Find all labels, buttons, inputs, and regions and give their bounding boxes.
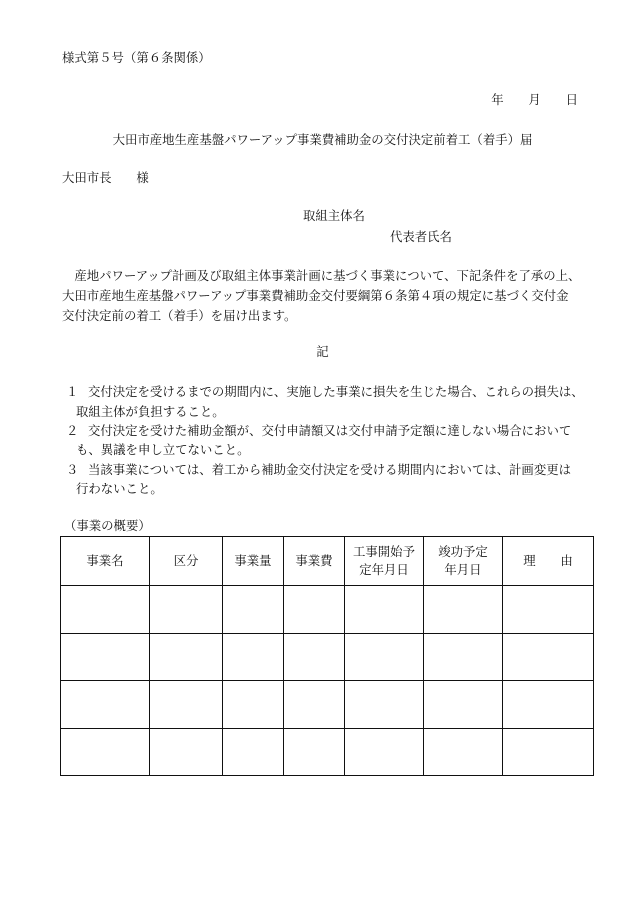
table-row: [61, 681, 594, 729]
overview-label: （事業の概要）: [64, 518, 151, 533]
cell-volume: [223, 633, 284, 681]
cell-project-name: [61, 728, 150, 776]
table-body: [61, 586, 594, 776]
cell-cost: [284, 586, 345, 634]
applicant-org-label: 取組主体名: [303, 208, 365, 223]
date-line: 年 月 日: [491, 92, 578, 107]
ki-heading: 記: [316, 344, 329, 359]
cell-completion-date: [424, 586, 503, 634]
cell-category: [150, 586, 223, 634]
cell-reason: [503, 586, 594, 634]
conditions-list: [66, 382, 584, 498]
cell-reason: [503, 681, 594, 729]
condition-text: 交付決定を受けた補助金額が、交付申請額又は交付申請予定額に達しない場合において: [88, 423, 572, 439]
cell-category: [150, 728, 223, 776]
applicant-representative-label: 代表者氏名: [390, 229, 452, 244]
condition-text-continuation: 取組主体が負担すること。: [76, 403, 225, 419]
document-title: 大田市産地生産基盤パワーアップ事業費補助金の交付決定前着工（着手）届: [112, 132, 533, 147]
cell-reason: [503, 633, 594, 681]
addressee: 大田市長 様: [62, 170, 149, 185]
cell-reason: [503, 728, 594, 776]
cell-completion-date: [424, 728, 503, 776]
table-header-row: [61, 537, 594, 586]
header-volume: 事業量: [223, 537, 284, 586]
header-cost: 事業費: [284, 537, 345, 586]
cell-start-date: [345, 728, 424, 776]
table-row: [61, 586, 594, 634]
header-start-date: 工事開始予 定年月日: [345, 537, 424, 586]
condition-text: 交付決定を受けるまでの期間内に、実施した事業に損失を生じた場合、これらの損失は、: [88, 384, 584, 400]
cell-volume: [223, 586, 284, 634]
table-row: [61, 633, 594, 681]
cell-start-date: [345, 586, 424, 634]
condition-item: [66, 421, 584, 460]
cell-volume: [223, 681, 284, 729]
body-paragraph: [62, 266, 580, 326]
header-category: 区分: [150, 537, 223, 586]
cell-category: [150, 633, 223, 681]
cell-start-date: [345, 633, 424, 681]
cell-completion-date: [424, 681, 503, 729]
cell-volume: [223, 728, 284, 776]
condition-number: ２: [66, 423, 79, 439]
condition-item: [66, 382, 584, 421]
cell-start-date: [345, 681, 424, 729]
condition-text-continuation: 行わないこと。: [76, 481, 163, 497]
condition-number: １: [66, 384, 79, 400]
condition-text: 当該事業については、着工から補助金交付決定を受ける期間内においては、計画変更は: [88, 461, 571, 477]
cell-category: [150, 681, 223, 729]
condition-number: ３: [66, 461, 79, 477]
body-line: 大田市産地生産基盤パワーアップ事業費補助金交付要綱第６条第４項の規定に基づく交付金: [62, 288, 569, 303]
body-line: 産地パワーアップ計画及び取組主体事業計画に基づく事業について、下記条件を了承の上、: [74, 268, 581, 283]
cell-cost: [284, 633, 345, 681]
table-row: [61, 728, 594, 776]
cell-project-name: [61, 586, 150, 634]
overview-table: [60, 536, 594, 776]
cell-project-name: [61, 633, 150, 681]
header-completion-date: 竣功予定 年月日: [424, 537, 503, 586]
header-reason: 理 由: [503, 537, 594, 586]
condition-text-continuation: も、異議を申し立てないこと。: [76, 442, 250, 458]
header-project-name: 事業名: [61, 537, 150, 586]
form-number: 様式第５号（第６条関係）: [62, 50, 211, 65]
body-line: 交付決定前の着工（着手）を届け出ます。: [62, 308, 297, 323]
cell-cost: [284, 681, 345, 729]
cell-project-name: [61, 681, 150, 729]
cell-cost: [284, 728, 345, 776]
condition-item: [66, 460, 584, 499]
cell-completion-date: [424, 633, 503, 681]
